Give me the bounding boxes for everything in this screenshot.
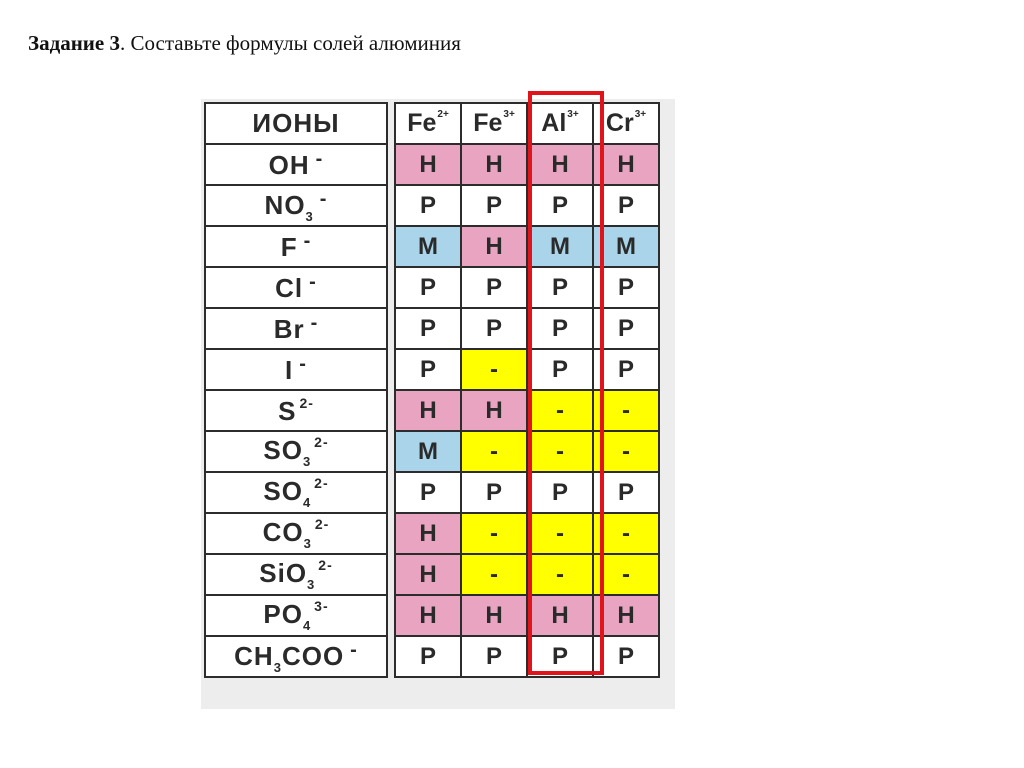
solubility-cell-cr-3: Р: [593, 185, 659, 226]
anion-base: Br: [273, 314, 305, 344]
anion-cell: [205, 513, 387, 554]
solubility-cell-cr-3: -: [593, 513, 659, 554]
cation-header-cr: [593, 103, 659, 144]
solubility-cell-cr-3: Р: [593, 472, 659, 513]
anion-cell: [205, 390, 387, 431]
anion-base: PO: [263, 599, 303, 629]
anion-subscript: 4: [302, 495, 312, 510]
solubility-cell-al-3: -: [527, 513, 593, 554]
anion-base: NO: [264, 189, 306, 220]
column-gap: [387, 185, 395, 226]
anion-cell: [205, 308, 387, 349]
solubility-table-image: [201, 99, 675, 709]
solubility-cell-fe-2: М: [395, 226, 461, 267]
table-row: [205, 595, 659, 636]
solubility-cell-fe-3: Р: [461, 472, 527, 513]
solubility-cell-cr-3: Р: [593, 308, 659, 349]
cation-header-fe: [395, 103, 461, 144]
column-gap: [387, 472, 395, 513]
table-row: [205, 431, 659, 472]
solubility-cell-fe-3: Н: [461, 390, 527, 431]
cation-symbol: Cr: [605, 109, 634, 137]
table-row: [205, 513, 659, 554]
anion-charge: 2-: [314, 516, 330, 532]
anion-cell: [205, 349, 387, 390]
table-row: [205, 267, 659, 308]
solubility-cell-fe-2: Н: [395, 144, 461, 185]
anion-base: F: [280, 232, 298, 262]
solubility-cell-cr-3: -: [593, 390, 659, 431]
solubility-cell-cr-3: Н: [593, 144, 659, 185]
cation-symbol: Al: [541, 109, 567, 137]
solubility-cell-al-3: Н: [527, 144, 593, 185]
solubility-cell-al-3: М: [527, 226, 593, 267]
anion-cell: [205, 636, 387, 677]
table-row: [205, 390, 659, 431]
solubility-table: [204, 102, 660, 678]
solubility-cell-fe-3: Н: [461, 144, 527, 185]
anion-base: SiO: [259, 558, 308, 588]
anion-charge: -: [310, 312, 319, 334]
solubility-cell-fe-2: Н: [395, 595, 461, 636]
task-title: [28, 31, 461, 56]
solubility-cell-cr-3: -: [593, 431, 659, 472]
table-row: [205, 636, 659, 677]
anion-cell: [205, 472, 387, 513]
cation-charge: 2+: [437, 109, 449, 120]
anion-cell: [205, 226, 387, 267]
anion-cell: [205, 144, 387, 185]
solubility-cell-fe-3: Р: [461, 636, 527, 677]
column-gap: [387, 390, 395, 431]
anion-cell: [205, 431, 387, 472]
anion-charge: -: [350, 638, 358, 661]
solubility-cell-fe-2: Р: [395, 185, 461, 226]
cation-charge: 3+: [634, 109, 647, 120]
anion-charge: -: [303, 230, 312, 252]
cation-charge: 3+: [503, 109, 515, 120]
solubility-cell-fe-2: Н: [395, 513, 461, 554]
cation-symbol: Fe: [473, 109, 503, 137]
solubility-cell-al-3: Р: [527, 185, 593, 226]
task-text: . Составьте формулы солей алюминия: [119, 31, 461, 55]
column-gap: [387, 636, 395, 677]
cation-symbol: Fe: [407, 109, 437, 137]
solubility-cell-fe-2: М: [395, 431, 461, 472]
anion-cell: [205, 554, 387, 595]
solubility-cell-fe-3: Р: [461, 267, 527, 308]
anion-tail: COO: [281, 640, 345, 671]
cation-charge: 3+: [567, 109, 579, 120]
solubility-cell-al-3: Н: [527, 595, 593, 636]
anion-base: Cl: [275, 273, 304, 303]
solubility-cell-fe-2: Р: [395, 636, 461, 677]
anion-charge: 2-: [314, 475, 329, 491]
solubility-cell-fe-3: Р: [461, 185, 527, 226]
anion-charge: 2-: [314, 434, 329, 450]
header-row: [205, 103, 659, 144]
column-gap: [387, 513, 395, 554]
table-row: [205, 308, 659, 349]
anion-charge: -: [309, 271, 317, 293]
solubility-cell-al-3: -: [527, 554, 593, 595]
anion-charge: -: [299, 353, 307, 375]
cation-header-al: [527, 103, 593, 144]
solubility-cell-fe-3: Н: [461, 595, 527, 636]
solubility-cell-fe-2: Р: [395, 308, 461, 349]
column-gap: [387, 349, 395, 390]
solubility-cell-fe-3: -: [461, 554, 527, 595]
anion-base: SO: [263, 476, 303, 506]
solubility-cell-fe-2: Р: [395, 472, 461, 513]
table-row: [205, 185, 659, 226]
solubility-cell-al-3: Р: [527, 472, 593, 513]
column-gap: [387, 595, 395, 636]
solubility-cell-al-3: Р: [527, 636, 593, 677]
column-gap: [387, 308, 395, 349]
solubility-cell-cr-3: М: [593, 226, 659, 267]
cation-header-fe: [461, 103, 527, 144]
solubility-cell-fe-3: Н: [461, 226, 527, 267]
column-gap: [387, 144, 395, 185]
table-row: [205, 349, 659, 390]
task-label: Задание 3: [28, 31, 120, 55]
anion-cell: [205, 267, 387, 308]
solubility-cell-cr-3: Р: [593, 349, 659, 390]
anion-charge: 2-: [318, 557, 333, 573]
anion-subscript: 3: [273, 659, 282, 675]
solubility-cell-fe-2: Н: [395, 390, 461, 431]
solubility-cell-cr-3: -: [593, 554, 659, 595]
solubility-cell-fe-3: Р: [461, 308, 527, 349]
anion-base: CH: [234, 640, 274, 671]
anion-cell: [205, 185, 387, 226]
column-gap: [387, 554, 395, 595]
solubility-cell-fe-3: -: [461, 349, 527, 390]
column-gap: [387, 431, 395, 472]
anion-charge: -: [319, 187, 328, 210]
solubility-cell-fe-2: Р: [395, 349, 461, 390]
anion-base: I: [285, 355, 294, 385]
anion-subscript: 4: [302, 618, 312, 633]
solubility-cell-al-3: Р: [527, 349, 593, 390]
anion-subscript: 3: [302, 454, 312, 469]
solubility-cell-fe-2: Н: [395, 554, 461, 595]
anion-base: OH: [268, 150, 310, 180]
solubility-cell-al-3: -: [527, 431, 593, 472]
table-row: [205, 226, 659, 267]
table-row: [205, 472, 659, 513]
solubility-cell-fe-3: -: [461, 513, 527, 554]
column-gap: [387, 226, 395, 267]
solubility-cell-cr-3: Р: [593, 636, 659, 677]
solubility-cell-al-3: Р: [527, 267, 593, 308]
solubility-cell-fe-3: -: [461, 431, 527, 472]
anion-charge: 3-: [314, 598, 329, 614]
solubility-cell-cr-3: Н: [593, 595, 659, 636]
anion-charge: -: [315, 148, 324, 170]
column-gap: [387, 267, 395, 308]
solubility-cell-al-3: -: [527, 390, 593, 431]
table-row: [205, 554, 659, 595]
ions-header: ИОНЫ: [205, 103, 387, 144]
anion-subscript: 3: [305, 208, 314, 224]
solubility-cell-cr-3: Р: [593, 267, 659, 308]
solubility-cell-al-3: Р: [527, 308, 593, 349]
column-gap: [387, 103, 395, 144]
solubility-cell-fe-2: Р: [395, 267, 461, 308]
anion-subscript: 3: [303, 536, 312, 551]
anion-base: S: [278, 395, 297, 426]
anion-base: SO: [263, 435, 303, 465]
table-row: [205, 144, 659, 185]
anion-subscript: 3: [307, 577, 316, 592]
anion-base: CO: [262, 517, 304, 547]
anion-charge: 2-: [299, 394, 314, 411]
anion-cell: [205, 595, 387, 636]
